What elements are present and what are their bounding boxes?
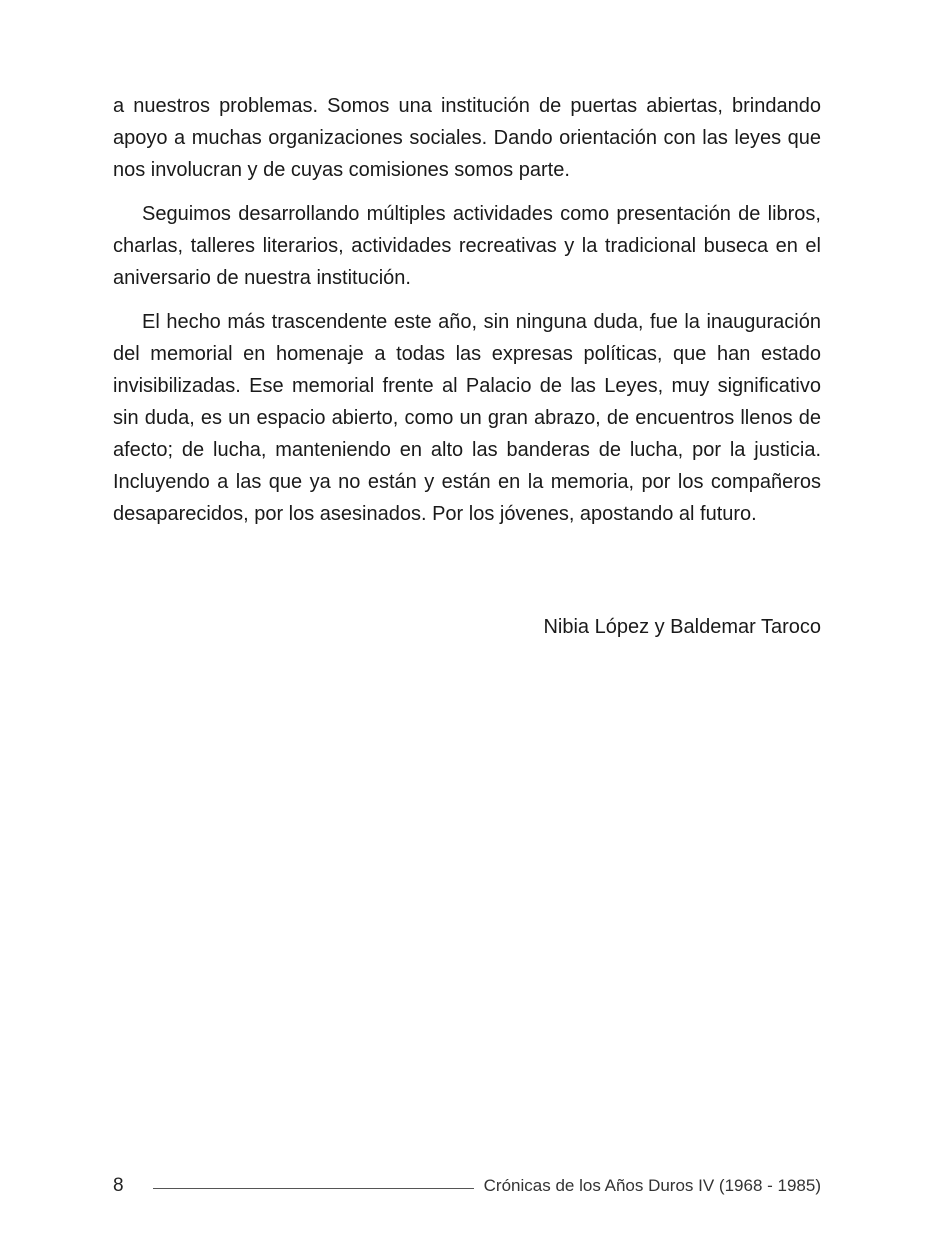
- body-text: [113, 90, 821, 542]
- signature: Nibia López y Baldemar Taroco: [543, 616, 821, 638]
- running-title: Crónicas de los Años Duros IV (1968 - 1985): [483, 1176, 821, 1195]
- footer-divider: [153, 1188, 474, 1189]
- page-footer: [113, 1172, 821, 1200]
- paragraph: a nuestros problemas. Somos una institución de puertas abiertas, brindando apoyo a muchas organizaciones sociales. Dando orientación con las leyes que nos involucran y de cuyas comisiones somos parte.: [113, 95, 821, 181]
- page-number: 8: [113, 1175, 124, 1196]
- paragraph: Seguimos desarrollando múltiples actividades como presentación de libros, charlas, talleres literarios, actividades recreativas y la tradicional buseca en el aniversario de nuestra institución.: [113, 203, 821, 289]
- paragraph: El hecho más trascendente este año, sin ninguna duda, fue la inauguración del memorial en homenaje a todas las expresas políticas, que han estado invisibilizadas. Ese memorial frente al Palacio de las Leyes, muy significativo sin duda, es un espacio abierto, como un gran abrazo, de encuentros llenos de afecto; de lucha, manteniendo en alto las banderas de lucha, por la justicia. Incluyendo a las que ya no están y están en la memoria, por los compañeros desaparecidos, por los asesinados. Por los jóvenes, apostando al futuro.: [113, 311, 821, 525]
